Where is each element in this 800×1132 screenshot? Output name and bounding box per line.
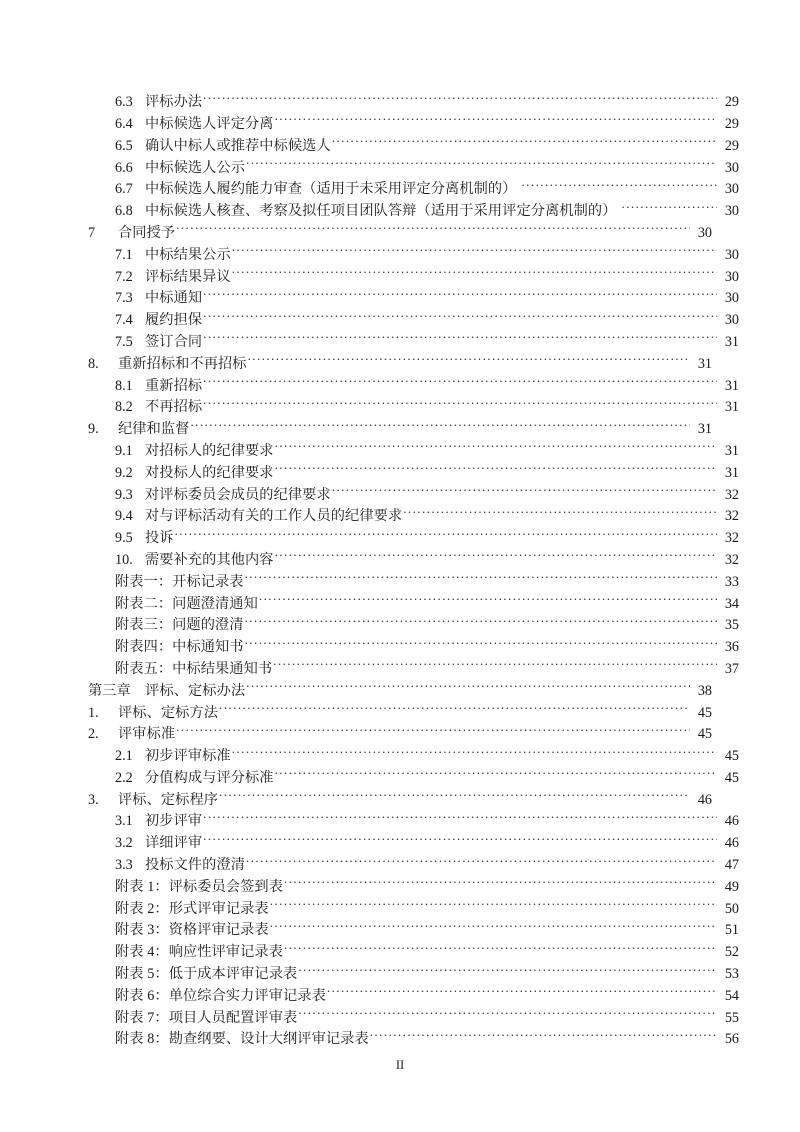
toc-entry-number: 2.: [88, 726, 99, 743]
toc-entry-page-number: 56: [724, 1031, 739, 1048]
toc-entry[interactable]: [88, 942, 739, 964]
toc-entry-number: 7.2: [115, 268, 133, 285]
toc-dot-leader: [175, 528, 717, 542]
toc-entry-label: 评标、定标程序: [118, 791, 219, 808]
toc-dot-leader: [298, 1007, 717, 1021]
toc-dot-leader: [248, 354, 690, 368]
toc-dot-leader: [245, 572, 717, 586]
toc-dot-leader: [203, 332, 717, 346]
toc-entry-label: 评标办法: [145, 94, 203, 111]
toc-entry-page-number: 32: [724, 551, 739, 568]
toc-entry-page-number: 53: [724, 966, 739, 983]
page-number-footer: II: [395, 1058, 405, 1072]
toc-entry[interactable]: [88, 201, 739, 223]
toc-entry-page-number: 32: [724, 486, 739, 503]
toc-entry[interactable]: [88, 898, 739, 920]
toc-entry-page-number: 51: [724, 922, 739, 939]
toc-entry-page-number: 45: [697, 704, 712, 721]
toc-entry-number: 9.2: [115, 464, 133, 481]
toc-entry-number: 6.8: [115, 203, 133, 220]
toc-entry[interactable]: [88, 92, 739, 114]
toc-entry-label: 初步评审标准: [145, 748, 231, 765]
toc-entry-number: 7.4: [115, 312, 133, 329]
toc-entry[interactable]: [88, 659, 739, 681]
toc-entry-page-number: 30: [724, 181, 739, 198]
toc-entry[interactable]: [88, 397, 739, 419]
toc-entry[interactable]: [88, 179, 739, 201]
toc-entry-number: 2.1: [115, 748, 133, 765]
toc-entry-page-number: 33: [724, 573, 739, 590]
toc-entry-label: 对与评标活动有关的工作人员的纪律要求: [145, 508, 403, 525]
toc-entry[interactable]: [88, 615, 739, 637]
toc-dot-leader: [275, 114, 717, 128]
toc-entry-page-number: 55: [724, 1009, 739, 1026]
toc-entry-number: 3.1: [115, 813, 133, 830]
toc-entry-label: 评标结果异议: [145, 268, 231, 285]
toc-entry-page-number: 29: [724, 137, 739, 154]
toc-entry-label: 附表 5：低于成本评审记录表: [115, 966, 298, 983]
toc-dot-leader: [245, 637, 717, 651]
toc-dot-leader: [203, 288, 717, 302]
toc-entry[interactable]: [88, 266, 739, 288]
toc-entry-number: 3.: [88, 791, 99, 808]
toc-entry[interactable]: [88, 375, 739, 397]
toc-entry[interactable]: [88, 1007, 739, 1029]
toc-entry-page-number: 45: [724, 769, 739, 786]
toc-entry-page-number: 49: [724, 878, 739, 895]
toc-dot-leader: [284, 877, 717, 891]
toc-dot-leader: [176, 724, 690, 738]
toc-entry-label: 中标候选人评定分离: [145, 115, 274, 132]
toc-dot-leader: [203, 397, 717, 411]
toc-entry-label: 对招标人的纪律要求: [145, 442, 274, 459]
toc-entry-label: 纪律和监督: [118, 421, 190, 438]
toc-entry-number: 7: [88, 224, 96, 241]
toc-entry-page-number: 50: [724, 900, 739, 917]
toc-entry-page-number: 46: [697, 791, 712, 808]
toc-entry[interactable]: [88, 550, 739, 572]
toc-entry[interactable]: [88, 332, 739, 354]
toc-dot-leader: [232, 746, 717, 760]
toc-dot-leader: [203, 375, 717, 389]
toc-dot-leader: [273, 659, 717, 673]
toc-entry-label: 需要补充的其他内容: [145, 551, 274, 568]
toc-dot-leader: [246, 157, 717, 171]
toc-entry-number: 8.: [88, 355, 99, 372]
toc-entry-page-number: 32: [724, 508, 739, 525]
toc-entry-page-number: 31: [724, 377, 739, 394]
toc-dot-leader: [332, 136, 717, 150]
toc-entry-page-number: 31: [697, 355, 712, 372]
toc-entry-label: 重新招标: [145, 377, 203, 394]
toc-dot-leader: [284, 942, 717, 956]
toc-dot-leader: [298, 964, 717, 978]
toc-entry-label: 中标结果公示: [145, 246, 231, 263]
toc-entry-number: 3.3: [115, 857, 133, 874]
toc-entry-page-number: 38: [697, 682, 712, 699]
toc-entry-label: 附表 2：形式评审记录表: [115, 900, 269, 917]
toc-entry-page-number: 31: [724, 333, 739, 350]
toc-dot-leader: [403, 506, 717, 520]
toc-entry[interactable]: [88, 245, 739, 267]
toc-entry[interactable]: [88, 702, 712, 724]
toc-entry-page-number: 52: [724, 944, 739, 961]
toc-entry-number: 8.1: [115, 377, 133, 394]
toc-entry[interactable]: [88, 964, 739, 986]
toc-dot-leader: [176, 223, 690, 237]
toc-entry[interactable]: [88, 484, 739, 506]
toc-entry[interactable]: [88, 136, 739, 158]
toc-entry-number: 6.7: [115, 181, 133, 198]
toc-entry-number: 10.: [115, 551, 133, 568]
toc-entry-number: 9.: [88, 421, 99, 438]
toc-entry[interactable]: [88, 877, 739, 899]
toc-entry-label: 附表 3：资格评审记录表: [115, 922, 269, 939]
toc-entry-number: 7.5: [115, 333, 133, 350]
toc-entry-label: 签订合同: [145, 333, 203, 350]
toc-entry-label: 不再招标: [145, 399, 203, 416]
toc-entry[interactable]: [88, 833, 739, 855]
toc-entry-label: 评标、定标方法: [118, 704, 219, 721]
toc-entry-number: 7.1: [115, 246, 133, 263]
toc-entry-number: 3.2: [115, 835, 133, 852]
toc-entry-page-number: 47: [724, 857, 739, 874]
table-of-contents: [88, 92, 739, 1051]
toc-dot-leader: [245, 615, 717, 629]
toc-entry-label: 详细评审: [145, 835, 203, 852]
toc-entry[interactable]: [88, 1029, 739, 1051]
toc-dot-leader: [203, 811, 717, 825]
toc-entry-label: 初步评审: [145, 813, 203, 830]
toc-entry-label: 附表 6：单位综合实力评审记录表: [115, 987, 326, 1004]
toc-entry[interactable]: [88, 681, 712, 703]
toc-entry-page-number: 30: [724, 246, 739, 263]
toc-entry-page-number: 30: [724, 268, 739, 285]
toc-entry-label: 履约担保: [145, 312, 203, 329]
toc-entry-label: 附表一：开标记录表: [115, 573, 244, 590]
toc-dot-leader: [370, 1029, 717, 1043]
toc-entry-page-number: 54: [724, 987, 739, 1004]
toc-entry-page-number: 46: [724, 813, 739, 830]
toc-dot-leader: [203, 92, 717, 106]
toc-dot-leader: [203, 833, 717, 847]
toc-dot-leader: [232, 266, 717, 280]
toc-entry[interactable]: [88, 310, 739, 332]
toc-entry[interactable]: [88, 768, 739, 790]
toc-entry-page-number: 45: [697, 726, 712, 743]
toc-entry-label: 合同授予: [118, 224, 176, 241]
toc-entry[interactable]: [88, 114, 739, 136]
toc-entry[interactable]: [88, 572, 739, 594]
toc-entry-label: 附表 8：勘查纲要、设计大纲评审记录表: [115, 1031, 369, 1048]
toc-dot-leader: [327, 986, 717, 1000]
toc-entry-page-number: 29: [724, 94, 739, 111]
toc-entry[interactable]: [88, 724, 712, 746]
toc-entry-label: 对投标人的纪律要求: [145, 464, 274, 481]
toc-entry-page-number: 31: [697, 421, 712, 438]
toc-entry-number: 9.5: [115, 530, 133, 547]
toc-dot-leader: [246, 855, 717, 869]
toc-dot-leader: [521, 179, 717, 193]
toc-dot-leader: [275, 441, 717, 455]
toc-entry[interactable]: [88, 419, 712, 441]
toc-dot-leader: [219, 702, 690, 716]
toc-entry-label: 投标文件的澄清: [145, 857, 246, 874]
toc-entry[interactable]: [88, 920, 739, 942]
toc-dot-leader: [190, 419, 690, 433]
toc-entry-number: 2.2: [115, 769, 133, 786]
toc-entry-number: 6.4: [115, 115, 133, 132]
toc-entry-label: 附表 7：项目人员配置评审表: [115, 1009, 298, 1026]
toc-entry-page-number: 30: [724, 290, 739, 307]
toc-entry-label: 附表四：中标通知书: [115, 639, 244, 656]
toc-entry-label: 中标候选人核查、考察及拟任项目团队答辩（适用于采用评定分离机制的）: [145, 203, 617, 220]
toc-entry-label: 确认中标人或推荐中标候选人: [145, 137, 331, 154]
toc-entry-page-number: 36: [724, 639, 739, 656]
toc-entry[interactable]: [88, 288, 739, 310]
toc-entry-page-number: 30: [724, 203, 739, 220]
toc-entry[interactable]: [88, 223, 712, 245]
toc-dot-leader: [232, 245, 717, 259]
toc-entry-number: 8.2: [115, 399, 133, 416]
toc-dot-leader: [332, 484, 717, 498]
toc-dot-leader: [270, 898, 717, 912]
toc-dot-leader: [275, 768, 717, 782]
toc-dot-leader: [246, 681, 690, 695]
toc-entry-page-number: 32: [724, 530, 739, 547]
toc-dot-leader: [259, 593, 717, 607]
toc-entry[interactable]: [88, 506, 739, 528]
toc-entry-label: 分值构成与评分标准: [145, 769, 274, 786]
toc-entry-page-number: 31: [724, 464, 739, 481]
toc-entry-number: 9.1: [115, 442, 133, 459]
toc-entry-page-number: 31: [724, 442, 739, 459]
toc-entry-label: 评审标准: [118, 726, 176, 743]
toc-dot-leader: [275, 463, 717, 477]
toc-entry-label: 附表二：问题澄清通知: [115, 595, 258, 612]
toc-entry-page-number: 30: [724, 312, 739, 329]
toc-entry[interactable]: [88, 790, 712, 812]
toc-dot-leader: [275, 550, 717, 564]
toc-entry-page-number: 31: [724, 399, 739, 416]
toc-entry[interactable]: [88, 746, 739, 768]
toc-entry-label: 附表三：问题的澄清: [115, 617, 244, 634]
toc-entry-number: 6.6: [115, 159, 133, 176]
toc-entry-label: 中标候选人履约能力审查（适用于未采用评定分离机制的）: [145, 181, 517, 198]
toc-entry[interactable]: [88, 986, 739, 1008]
toc-entry-page-number: 34: [724, 595, 739, 612]
toc-entry-label: 投诉: [145, 530, 174, 547]
toc-entry-page-number: 46: [724, 835, 739, 852]
toc-dot-leader: [219, 790, 690, 804]
toc-dot-leader: [203, 310, 717, 324]
toc-entry-number: 7.3: [115, 290, 133, 307]
toc-dot-leader: [622, 201, 718, 215]
toc-entry-page-number: 29: [724, 115, 739, 132]
toc-entry-label: 第三章 评标、定标办法: [88, 682, 246, 699]
toc-dot-leader: [270, 920, 717, 934]
toc-entry[interactable]: [88, 593, 739, 615]
toc-entry-number: 9.3: [115, 486, 133, 503]
toc-entry-page-number: 45: [724, 748, 739, 765]
toc-entry-label: 中标候选人公示: [145, 159, 246, 176]
toc-entry-page-number: 37: [724, 660, 739, 677]
toc-entry[interactable]: [88, 811, 739, 833]
toc-entry[interactable]: [88, 441, 739, 463]
toc-entry-number: 6.3: [115, 94, 133, 111]
toc-entry-number: 1.: [88, 704, 99, 721]
toc-entry[interactable]: [88, 528, 739, 550]
toc-entry-page-number: 30: [724, 159, 739, 176]
toc-entry-label: 附表 4：响应性评审记录表: [115, 944, 284, 961]
toc-entry-label: 中标通知: [145, 290, 203, 307]
toc-entry-number: 9.4: [115, 508, 133, 525]
toc-entry[interactable]: [88, 354, 712, 376]
toc-entry-label: 附表五：中标结果通知书: [115, 660, 273, 677]
toc-entry-number: 6.5: [115, 137, 133, 154]
toc-entry[interactable]: [88, 637, 739, 659]
toc-entry-page-number: 30: [697, 224, 712, 241]
toc-entry-label: 附表 1：评标委员会签到表: [115, 878, 284, 895]
toc-entry-label: 重新招标和不再招标: [118, 355, 247, 372]
toc-entry[interactable]: [88, 463, 739, 485]
toc-entry-page-number: 35: [724, 617, 739, 634]
toc-entry[interactable]: [88, 157, 739, 179]
toc-entry-label: 对评标委员会成员的纪律要求: [145, 486, 331, 503]
toc-entry[interactable]: [88, 855, 739, 877]
